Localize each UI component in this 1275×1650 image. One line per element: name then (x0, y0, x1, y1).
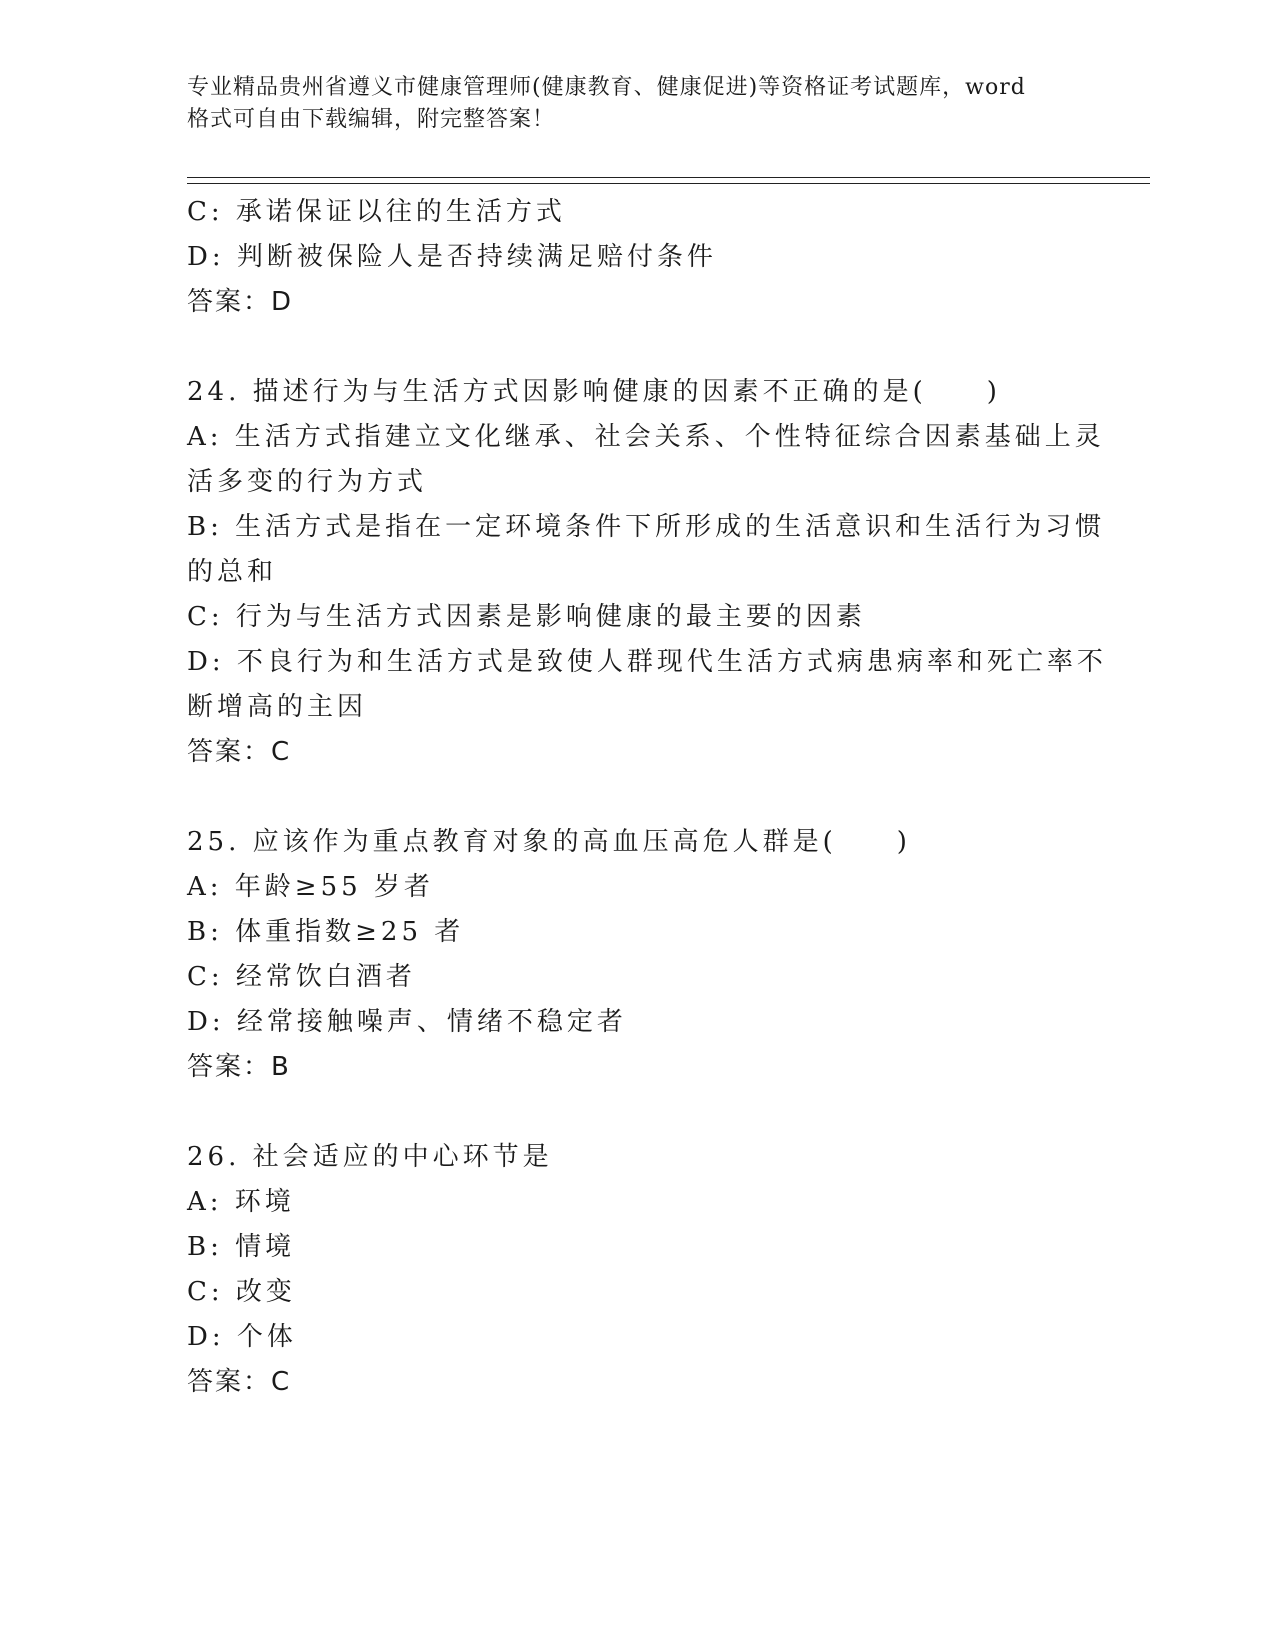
option-b-line-2: 的总和 (187, 557, 278, 587)
option-a: A: 年龄≥55 岁者 (187, 872, 434, 902)
question-26 (187, 1135, 1087, 1405)
option-b-line-1: B: 生活方式是指在一定环境条件下所形成的生活意识和生活行为习惯 (187, 512, 1106, 542)
option-d-line-1: D: 不良行为和生活方式是致使人群现代生活方式病患病率和死亡率不 (187, 647, 1107, 677)
header-rule-bottom (187, 183, 1150, 184)
header-line-2: 格式可自由下载编辑，附完整答案！ (187, 107, 556, 132)
spacer (187, 1090, 1087, 1135)
option-c: C: 承诺保证以往的生活方式 (187, 197, 566, 227)
answer: 答案：C (187, 737, 292, 767)
question-text: 25. 应该作为重点教育对象的高血压高危人群是( ) (187, 827, 911, 857)
header-line-1: 专业精品贵州省遵义市健康管理师(健康教育、健康促进)等资格证考试题库，word (187, 75, 1026, 100)
question-24 (187, 370, 1107, 775)
question-25 (187, 820, 1087, 1090)
option-c: C: 行为与生活方式因素是影响健康的最主要的因素 (187, 602, 866, 632)
spacer (187, 325, 1087, 370)
option-d: D: 经常接触噪声、情绪不稳定者 (187, 1007, 627, 1037)
answer: 答案：C (187, 1367, 292, 1397)
answer: 答案：B (187, 1052, 291, 1082)
option-c: C: 改变 (187, 1277, 296, 1307)
option-a-line-2: 活多变的行为方式 (187, 467, 428, 497)
question-text: 26. 社会适应的中心环节是 (187, 1142, 553, 1172)
document-header (187, 72, 1087, 136)
option-b: B: 体重指数≥25 者 (187, 917, 465, 947)
option-d-line-2: 断增高的主因 (187, 692, 368, 722)
answer: 答案：D (187, 287, 294, 317)
option-d: D: 判断被保险人是否持续满足赔付条件 (187, 242, 717, 272)
option-d: D: 个体 (187, 1322, 297, 1352)
option-a-line-1: A: 生活方式指建立文化继承、社会关系、个性特征综合因素基础上灵 (187, 422, 1105, 452)
option-b: B: 情境 (187, 1232, 296, 1262)
option-a: A: 环境 (187, 1187, 295, 1217)
spacer (187, 775, 1087, 820)
question-text: 24. 描述行为与生活方式因影响健康的因素不正确的是( ) (187, 377, 1001, 407)
header-rule-top (187, 177, 1150, 178)
option-c: C: 经常饮白酒者 (187, 962, 416, 992)
document-body (187, 190, 1107, 1405)
question-23-tail (187, 190, 1087, 325)
